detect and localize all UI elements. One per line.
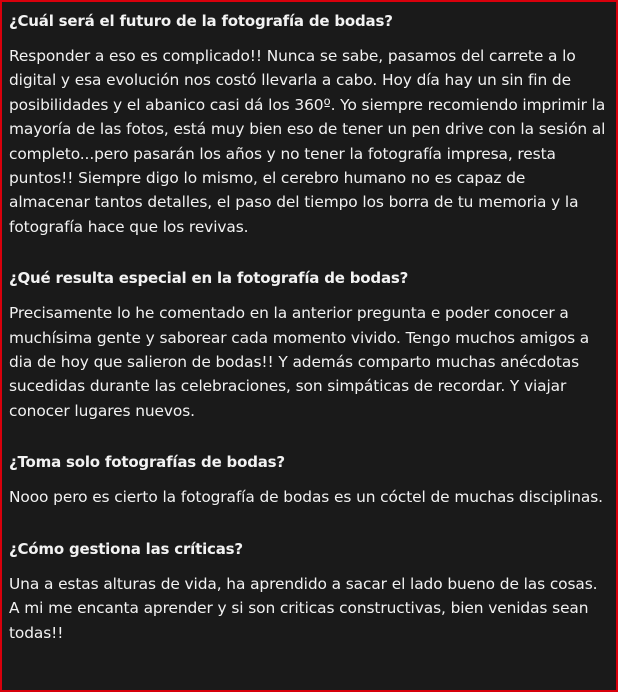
answer-text: Nooo pero es cierto la fotografía de bodas es un cóctel de muchas disciplinas.	[9, 488, 603, 507]
qa-section-criticism	[9, 538, 610, 645]
qa-section-special	[9, 267, 610, 423]
question-heading: ¿Cuál será el futuro de la fotografía de bodas?	[9, 12, 393, 30]
question-heading: ¿Toma solo fotografías de bodas?	[9, 453, 285, 472]
qa-section-only-weddings	[9, 451, 610, 509]
question-heading: ¿Cómo gestiona las críticas?	[9, 539, 243, 558]
qa-section-future	[9, 10, 610, 239]
question-heading: ¿Qué resulta especial en la fotografía de bodas?	[9, 269, 409, 288]
answer-text: Una a estas alturas de vida, ha aprendido a sacar el lado bueno de las cosas. A mi me encanta aprender y si son criticas constructivas, bien venidas sean todas!!	[9, 574, 598, 642]
answer-text: Precisamente lo he comentado en la anterior pregunta e poder conocer a muchísima gente y saborear cada momento vivido. Tengo muchos amigos a dia de hoy que salieron de bodas!! Y además comparto muchas anécdotas sucedidas durante las celebraciones, son simpáticas de recordar. Y viajar conocer lugares nuevos.	[9, 304, 590, 420]
answer-text: Responder a eso es complicado!! Nunca se sabe, pasamos del carrete a lo digital y esa evolución nos costó llevarla a cabo. Hoy día hay un sin fin de posibilidades y el abanico casi dá los 360º. Yo siempre recomiendo imprimir la mayoría de las fotos, está muy bien eso de tener un pen drive con la sesión al completo...pero pasarán los años y no tener la fotografía impresa, resta puntos!! Siempre digo lo mismo, el cerebro humano no es capaz de almacenar tantos detalles, el paso del tiempo los borra de tu memoria y la fotografía hace que los revivas.	[9, 47, 606, 236]
